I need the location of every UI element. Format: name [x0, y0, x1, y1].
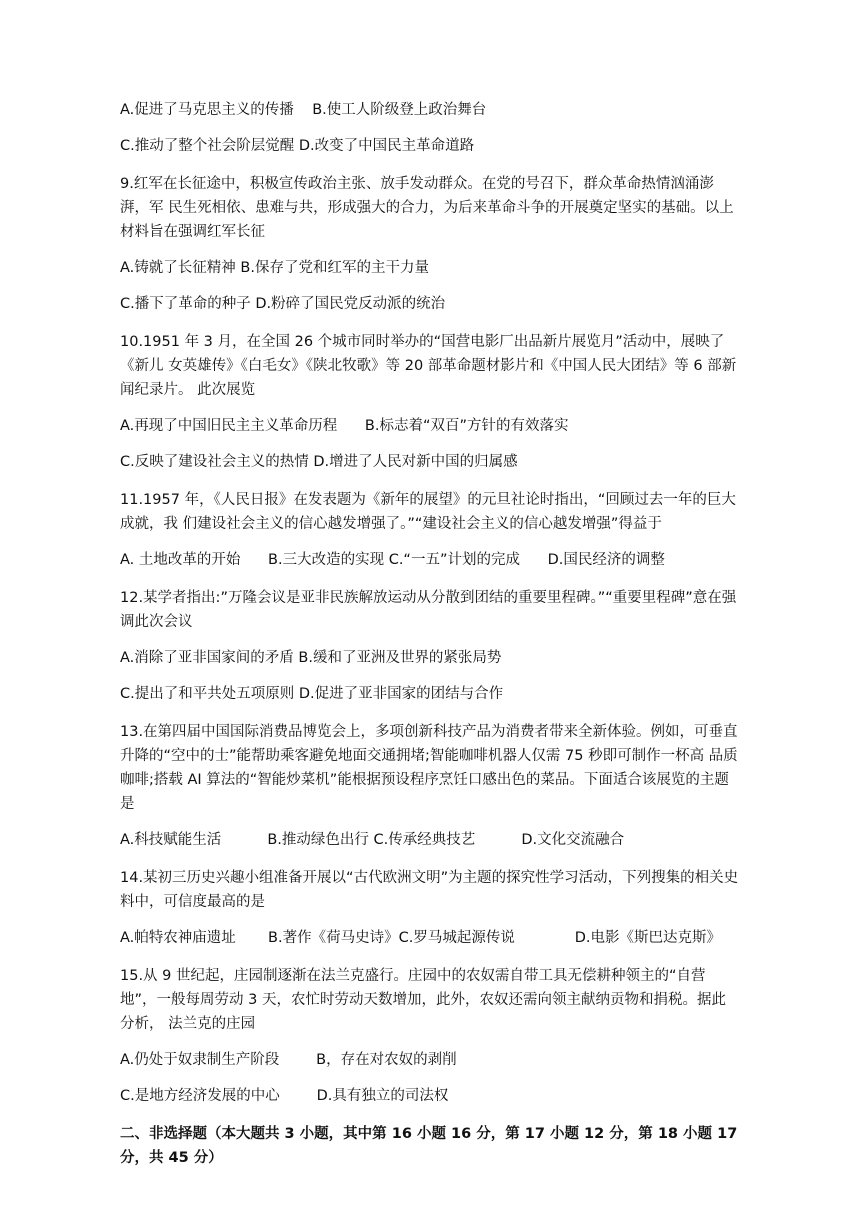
exam-page: [120, 98, 740, 1170]
q10-stem: 10.1951 年 3 月，在全国 26 个城市同时举办的“国营电影厂出品新片展览月”活动中，展映了《新儿 女英雄传》《白毛女》《陕北牧歌》等 20 部革命题材影片和《中国人民大团结》等 6 部新闻纪录片。 此次展览: [120, 334, 737, 398]
q10-options-ab: A.再现了中国旧民主主义革命历程 B.标志着“双百”方针的有效落实: [120, 418, 569, 434]
section-heading: 二、非选择题（本大题共 3 小题，其中第 16 小题 16 分，第 17 小题 12 分，第 18 小题 17 分，共 45 分）: [120, 1126, 738, 1166]
q14-options: A.帕特农神庙遗址 B.著作《荷马史诗》C.罗马城起源传说 D.电影《斯巴达克斯》: [120, 930, 722, 946]
q15-stem: 15.从 9 世纪起，庄园制逐渐在法兰克盛行。庄园中的农奴需自带工具无偿耕种领主的“自营地”，一般每周劳动 3 天，农忙时劳动天数增加，此外，农奴还需向领主献纳贡物和捐税。据此分析， 法兰克的庄园: [120, 968, 726, 1032]
q11-stem: 11.1957 年，《人民日报》在发表题为《新年的展望》的元旦社论时指出，“回顾过去一年的巨大成就，我 们建设社会主义的信心越发增强了。”“建设社会主义的信心越发增强”得益于: [120, 492, 736, 532]
q15-options-cd: C.是地方经济发展的中心 D.具有独立的司法权: [120, 1088, 449, 1104]
q9-options-ab: A.铸就了长征精神 B.保存了党和红军的主干力量: [120, 260, 429, 276]
q11-options: A. 土地改革的开始 B.三大改造的实现 C.“一五”计划的完成 D.国民经济的调整: [120, 552, 665, 568]
q12-stem: 12.某学者指出:”万隆会议是亚非民族解放运动从分散到团结的重要里程碑。”“重要里程碑”意在强调此次会议: [120, 590, 737, 630]
q12-options-ab: A.消除了亚非国家间的矛盾 B.缓和了亚洲及世界的紧张局势: [120, 650, 502, 666]
q14-stem: 14.某初三历史兴趣小组准备开展以“古代欧洲文明”为主题的探究性学习活动，下列搜集的相关史 料中，可信度最高的是: [120, 870, 739, 910]
q13-options: A.科技赋能生活 B.推动绿色出行 C.传承经典技艺 D.文化交流融合: [120, 832, 625, 848]
q12-options-cd: C.提出了和平共处五项原则 D.促进了亚非国家的团结与合作: [120, 686, 504, 702]
q9-stem: 9.红军在长征途中，积极宣传政治主张、放手发动群众。在党的号召下，群众革命热情汹涌澎湃，军 民生死相依、患难与共，形成强大的合力，为后来革命斗争的开展奠定坚实的基础。以上材料旨在强调红军长征: [120, 176, 734, 240]
q8-options-ab: A.促进了马克思主义的传播 B.使工人阶级登上政治舞台: [120, 102, 487, 118]
q9-options-cd: C.播下了革命的种子 D.粉碎了国民党反动派的统治: [120, 296, 446, 312]
q10-options-cd: C.反映了建设社会主义的热情 D.增进了人民对新中国的归属感: [120, 454, 518, 470]
q15-options-ab: A.仍处于奴隶制生产阶段 B，存在对农奴的剥削: [120, 1052, 457, 1068]
q8-options-cd: C.推动了整个社会阶层觉醒 D.改变了中国民主革命道路: [120, 138, 475, 154]
q13-stem: 13.在第四届中国国际消费品博览会上，多项创新科技产品为消费者带来全新体验。例如，可垂直 升降的“空中的士”能帮助乘客避免地面交通拥堵;智能咖啡机器人仅需 75 秒即可制作一杯高 品质咖啡;搭载 AI 算法的“智能炒菜机”能根据预设程序烹饪口感出色的菜品。下面适合该展览的主题是: [120, 724, 738, 812]
